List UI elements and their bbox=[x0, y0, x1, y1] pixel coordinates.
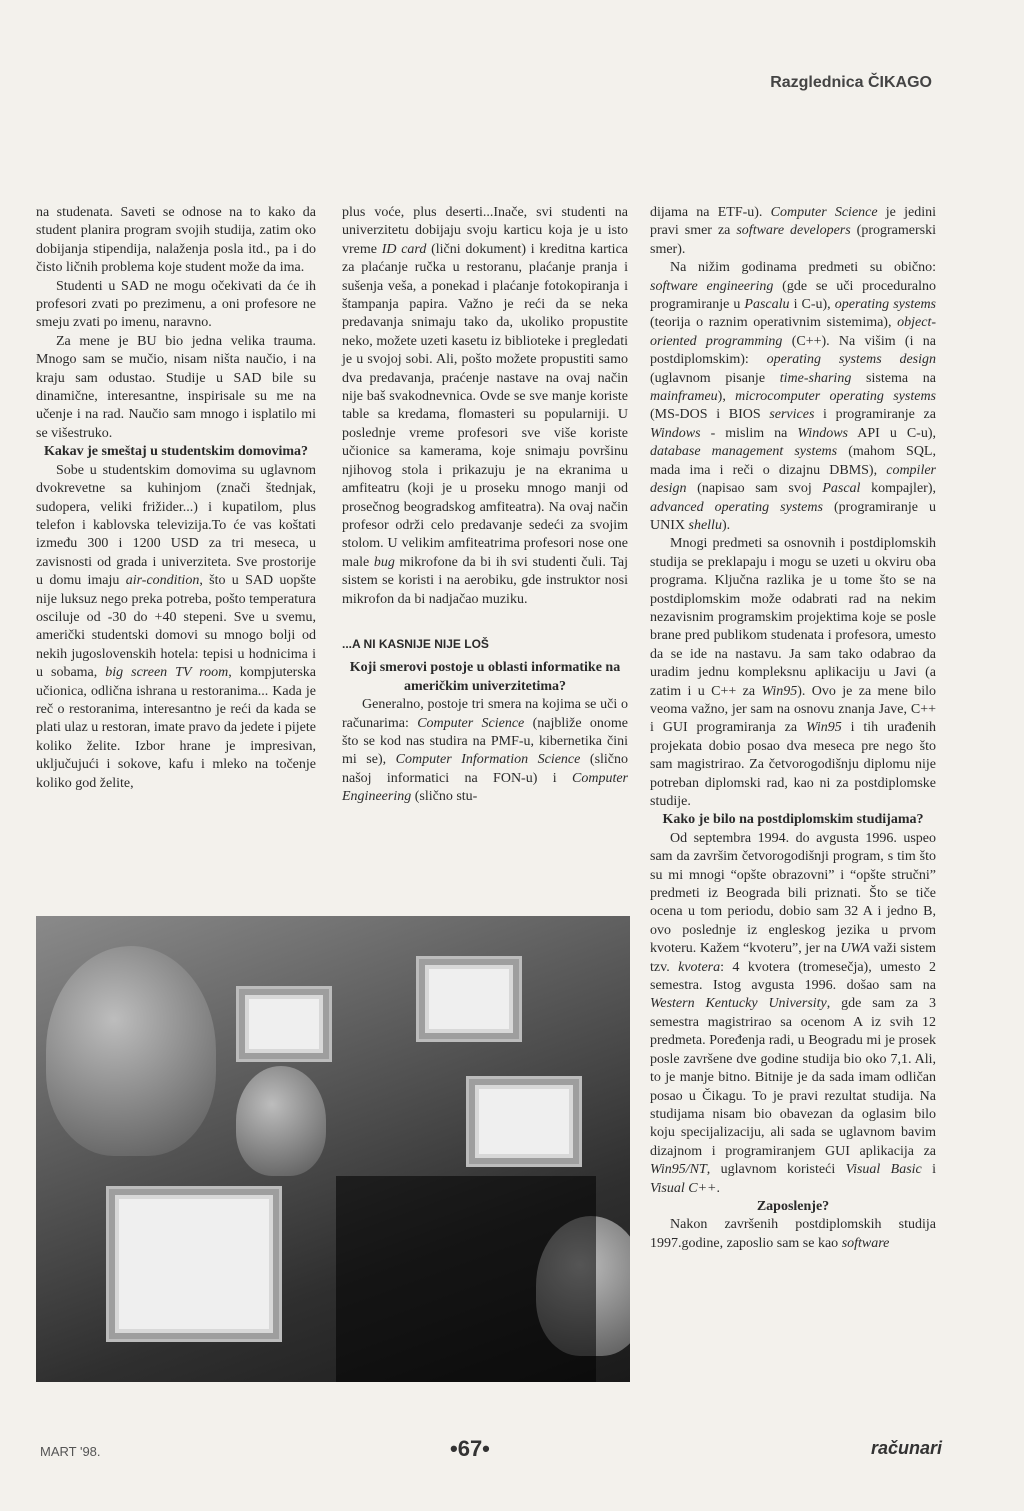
paragraph: Za mene je BU bio jedna velika trauma. Mnogo sam se mučio, nisam ništa naučio, i na kraju sam odustao. Studije u SAD bile su dinamične, interesantne, inspirisale su me na učenje i na rad. Naučio sam mnogo i isplatilo mi se višestruko. bbox=[36, 333, 316, 441]
paragraph: Mnogi predmeti sa osnovnih i postdiplomskih studija se preklapaju i mogu se uzeti u okviru oba programa. Ključna razlika je u tome što se na postdiplomskim može odabrati rad na nekim nezavisnim programskim projektima koje se posle brane pred publikom studenata i profesora, umesto da se ide na nastavu. Ja sam tako odabrao da uradim jednu kompleksnu aplikaciju u Javi (a zatim i u C++ za Win95). Ovo je za mene bilo veoma važno, jer sam na osnovu znanja Jave, C++ i GUI programiranja za Win95 i tih urađenih projekata dobio posao dva meseca pre nego što sam magistrirao. Za četvorogodišnju diplomu nije potreban diplomski rad, kao ni za postdiplomske studije. bbox=[650, 536, 937, 809]
interview-question: Koji smerovi postoje u oblasti informatike na američkim univerzitetima? bbox=[349, 660, 621, 694]
magazine-brand: računari bbox=[870, 1438, 942, 1458]
article-column-1 bbox=[36, 204, 316, 793]
paragraph: Nakon završenih postdiplomskih studija 1997.godine, zaposlio sam se kao software bbox=[650, 1217, 936, 1251]
paragraph: plus voće, plus deserti...Inače, svi studenti na univerzitetu dobijaju svoju karticu koja je u isto vreme ID card (lični dokument) i kreditna kartica za plaćanje ručka u restoranu, plaćanje pranja i sušenja veša, a ponekad i plaćanje fotokopiranja i štampanja papira. Važno je reći da se neka predavanja snimaju tako da, ukoliko propustite neko, možete uzeti kasetu iz biblioteke i pregledati je u svojoj sobi. Ali, pošto možete propustiti samo dva predavanja, praćenje nastave na ovaj način nije baš svakodnevnica. Ovde se sve manje koriste table sa kredama, flomasteri su popularniji. U poslednje vreme profesori sve više koriste učionice sa kamerama, koje snimaju površinu njihovog stola i prikazuju je na ekranima u amfiteatru (koji je u proseku mnogo manji od prosečnog beogradskog amfiteatra). Na ovaj način profesor održi celo predavanje sedeći za svojim stolom. U velikim amfiteatrima profesori nose one male bug mikrofone da bi ih svi studenti čuli. Taj sistem se koristi i na aerobiku, gde instruktor nosi mikrofon da bi nadjačao muziku. bbox=[342, 205, 628, 607]
paragraph: Generalno, postoje tri smera na kojima se uči o računarima: Computer Science (najbliže onome što se kod nas studira na PMF-u, kibernetika čini mi se), Computer Information Science (slično našoj informatici na FON-u) i Computer Engineering (slično stu- bbox=[342, 697, 629, 805]
paragraph: Sobe u studentskim domovima su uglavnom dvokrevetne sa kuhinjom (znači štednjak, sudopera, veliki frižider...) i kupatilom, plus telefon i kablovska televizija.To će vas koštati između 300 i 1200 USD za tri meseca, u zavisnosti od grada i univerziteta. Sve prostorije u domu imaju air-condition, što u SAD uopšte nije luksuz nego preka potreba, pošto temperatura osciluje od -30 do +40 stepeni. Sve u svemu, američki studentski domovi su mnogo bolji od nekih jugoslovenskih hotela: tepisi u hodnicima i u sobama, big screen TV room, kompjuterska učionica, odlična ishrana u restoranima... Kada je reč o restoranima, interesantno je reći da kada se plati ulaz u restoran, imate pravo da jedete i pijete koliko želite. Izbor hrane je impresivan, uključujući i sokove, kafu i mleko na točenje koliko god želite, bbox=[36, 462, 316, 791]
issue-date: MART '98. bbox=[40, 1444, 101, 1459]
monitor-icon bbox=[236, 986, 332, 1062]
interview-question: Zaposlenje? bbox=[756, 1198, 830, 1214]
section-city: ČIKAGO bbox=[868, 74, 932, 91]
paragraph: dijama na ETF-u). Computer Science je jedini pravi smer za software developers (programerski smer). bbox=[650, 205, 936, 257]
section-label: Razglednica bbox=[770, 74, 864, 91]
interview-question: Kakav je smeštaj u studentskim domovima? bbox=[43, 444, 309, 460]
paragraph: Od septembra 1994. do avgusta 1996. uspeo sam da završim četvorogodišnji program, s tim što su mi mnogi “opšte obrazovni” i “opšte stručni” predmeti iz Beograda bili priznati. Što se tiče ocena u tom periodu, dobio sam 32 A i jedno B, ovo poslednje iz engleskog jezika u prvom kvoteru. Kažem “kvoteru”, jer na UWA važi sistem tzv. kvotera: 4 kvotera (tromesečja), umesto 2 semestra. Istog avgusta 1996. došao sam na Western Kentucky University, gde sam za 3 semestra magistrirao sa ocenom A iz svih 12 predmeta. Poređenja radi, u Beogradu mi je prosek posle završene dve godine studija bio oko 7,1. Ali, to je manje bitno. Bitnije je da sada imam odličan posao u Čikagu. To je pravi rezultat studija. Na studijama nisam bio obavezan da oglasim bilo koju specijalizaciju, ali sada se uglavnom bavim dizajnom i programiranjem GUI aplikacija za Win95/NT, uglavnom koristeći Visual Basic i Visual C++. bbox=[650, 830, 937, 1196]
paragraph: Studenti u SAD ne mogu očekivati da će ih profesori zvati po prezimenu, a oni profesore ne smeju zvati po imenu, naravno. bbox=[36, 278, 316, 331]
page-number: •67• bbox=[450, 1436, 490, 1461]
interview-question: Kako je bilo na postdiplomskim studijama? bbox=[662, 812, 924, 828]
article-column-3 bbox=[650, 204, 936, 1253]
paragraph: Na nižim godinama predmeti su obično: software engineering (gde se uči proceduralno programiranje u Pascalu i C-u), operating systems (teorija o raznim operativnim sistemima), object-oriented programming (C++). Na višim (i na postdiplomskim): operating systems design (uglavnom pisanje time-sharing sistema na mainframeu), microcomputer operating systems (MS-DOS i BIOS services i programiranje za Windows - mislim na Windows API u C-u), database management systems (mahom SQL, mada ima i reči o dizajnu DBMS), compiler design (napisao sam svoj Pascal kompajler), advanced operating systems (programiranje u UNIX shellu). bbox=[650, 260, 937, 533]
article-column-2 bbox=[342, 204, 628, 807]
monitor-icon bbox=[416, 956, 522, 1042]
paragraph: na studenata. Saveti se odnose na to kako da student planira program svojih studija, zatim oko dobijanja stipendija, nalaženja posla itd., pa i do čisto ličnih problema koje student može da ima. bbox=[36, 205, 316, 276]
computer-lab-photo bbox=[36, 916, 630, 1382]
monitor-icon bbox=[466, 1076, 582, 1167]
table-shadow bbox=[336, 1176, 596, 1382]
section-header bbox=[770, 74, 932, 92]
monitor-icon bbox=[106, 1186, 282, 1342]
subheading: ...A NI KASNIJE NIJE LOŠ bbox=[342, 636, 489, 651]
student-figure bbox=[46, 946, 216, 1156]
student-figure bbox=[236, 1066, 326, 1176]
